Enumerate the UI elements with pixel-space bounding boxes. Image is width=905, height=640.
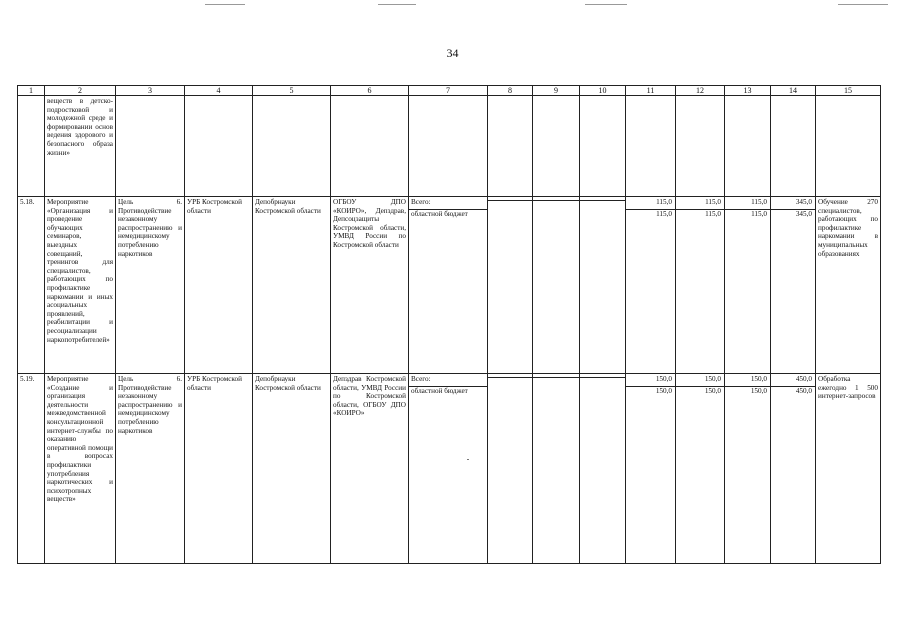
table-row	[18, 96, 881, 197]
value-cell	[676, 96, 725, 197]
participants-cell	[331, 96, 409, 197]
col-header: 10	[580, 86, 626, 96]
value-total: 115,0	[705, 198, 721, 206]
value-budget: 150,0	[725, 386, 770, 396]
value-cell-13	[725, 197, 771, 374]
value-total: 115,0	[751, 198, 767, 206]
result-cell: Обработка ежегодно 1 500 интернет-запросов	[816, 374, 881, 564]
col-header: 12	[676, 86, 725, 96]
value-cell-11	[626, 197, 676, 374]
col-header: 14	[771, 86, 816, 96]
value-cell	[725, 96, 771, 197]
value-budget: 150,0	[626, 386, 675, 396]
participants-cell: ОГБОУ ДПО «КОИРО», Депздрав, Депсоцзащиты Костромской области, УМВД России по Костромской области	[331, 197, 409, 374]
coexecutor-cell: Депобрнауки Костромской области	[253, 197, 331, 374]
value-total: 150,0	[655, 375, 672, 383]
header-row	[18, 86, 881, 96]
source-budget: областной бюджет	[409, 386, 487, 396]
value-cell	[533, 96, 580, 197]
value-budget: 150,0	[676, 386, 724, 396]
col-header: 4	[185, 86, 253, 96]
value-cell-12	[676, 374, 725, 564]
source-cell	[409, 374, 488, 564]
source-cell	[409, 96, 488, 197]
value-cell	[771, 96, 816, 197]
col-header: 11	[626, 86, 676, 96]
executor-cell	[185, 96, 253, 197]
value-cell	[488, 197, 533, 374]
value-cell	[533, 197, 580, 374]
participants-cell: Депздрав Костромской области, УМВД России по Костромской области, ОГБОУ ДПО «КОИРО»	[331, 374, 409, 564]
event-cell: веществ в детско-подростковой и молодежной среде и формировании основ ведения здорового и безопасного образа жизни»	[45, 96, 116, 197]
col-header: 5	[253, 86, 331, 96]
row-id: 5.18.	[18, 197, 45, 374]
event-cell: Мероприятие «Создание и организация деятельности межведомственной консультационной интернет-службы по оказанию оперативной помощи в вопросах профилактики употребления наркотических и психотропных веществ»	[45, 374, 116, 564]
row-id: 5.19.	[18, 374, 45, 564]
result-cell: Обучение 270 специалистов, работающих по профилактике наркомании в муниципальных образованиях	[816, 197, 881, 374]
page-number: 34	[446, 46, 459, 60]
col-header: 3	[116, 86, 185, 96]
value-budget: 115,0	[676, 209, 724, 219]
value-cell	[488, 96, 533, 197]
value-cell-14	[771, 374, 816, 564]
value-budget: 115,0	[725, 209, 770, 219]
scan-marks	[0, 2, 905, 8]
result-cell	[816, 96, 881, 197]
value-total: 150,0	[704, 375, 721, 383]
source-cell	[409, 197, 488, 374]
col-header: 6	[331, 86, 409, 96]
value-cell	[626, 96, 676, 197]
executor-cell: УРБ Костромской области	[185, 374, 253, 564]
row-id	[18, 96, 45, 197]
value-total: 150,0	[750, 375, 767, 383]
value-budget: 115,0	[626, 209, 675, 219]
value-cell-12	[676, 197, 725, 374]
table-row	[18, 197, 881, 374]
program-table	[17, 85, 881, 564]
value-total: 450,0	[795, 375, 812, 383]
goal-cell: Цель 6. Противодействие незаконному распространению и немедицинскому потреблению наркотиков	[116, 197, 185, 374]
col-header: 2	[45, 86, 116, 96]
col-header: 9	[533, 86, 580, 96]
value-cell	[580, 374, 626, 564]
value-cell	[580, 96, 626, 197]
value-cell-13	[725, 374, 771, 564]
value-budget: 345,0	[771, 209, 815, 219]
value-cell	[580, 197, 626, 374]
col-header: 15	[816, 86, 881, 96]
coexecutor-cell: Депобрнауки Костромской области	[253, 374, 331, 564]
goal-cell: Цель 6. Противодействие незаконному распространению и немедицинскому потреблению наркотиков	[116, 374, 185, 564]
value-total: 345,0	[795, 198, 812, 206]
col-header: 8	[488, 86, 533, 96]
goal-cell	[116, 96, 185, 197]
table-row	[18, 374, 881, 564]
col-header: 1	[18, 86, 45, 96]
col-header: 13	[725, 86, 771, 96]
value-cell-14	[771, 197, 816, 374]
scan-speck	[467, 459, 469, 460]
executor-cell: УРБ Костромской области	[185, 197, 253, 374]
value-cell-11	[626, 374, 676, 564]
value-total: 115,0	[656, 198, 672, 206]
source-total: Всего:	[411, 198, 431, 206]
value-cell	[533, 374, 580, 564]
value-cell	[488, 374, 533, 564]
coexecutor-cell	[253, 96, 331, 197]
source-budget: областной бюджет	[409, 209, 487, 219]
col-header: 7	[409, 86, 488, 96]
value-budget: 450,0	[771, 386, 815, 396]
source-total: Всего:	[411, 375, 431, 383]
event-cell: Мероприятие «Организация и проведение обучающих семинаров, выездных совещаний, тренингов для специалистов, работающих по профилактике наркомании и иных асоциальных проявлений, реабилитации и ресоциализации наркопотребителей»	[45, 197, 116, 374]
